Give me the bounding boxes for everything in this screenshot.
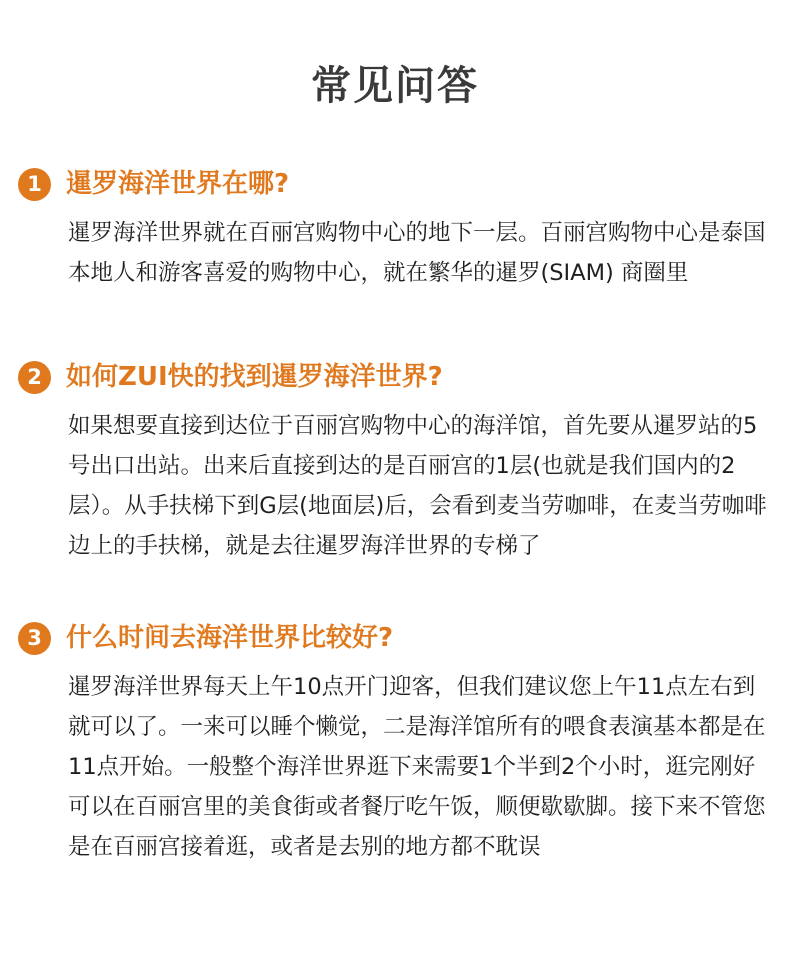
- faq-answer: 暹罗海洋世界就在百丽宫购物中心的地下一层。百丽宫购物中心是泰国本地人和游客喜爱的购物中心，就在繁华的暹罗(SIAM) 商圈里: [68, 220, 766, 286]
- number-badge-icon: 2: [18, 361, 51, 394]
- faq-item-1: [18, 164, 778, 293]
- faq-answer: 如果想要直接到达位于百丽宫购物中心的海洋馆，首先要从暹罗站的5号出口出站。出来后直接到达的是百丽宫的1层(也就是我们国内的2层）。从手扶梯下到G层(地面层)后，会看到麦当劳咖啡，在麦当劳咖啡边上的手扶梯，就是去往暹罗海洋世界的专梯了: [68, 413, 767, 559]
- faq-question: 如何ZUI快的找到暹罗海洋世界?: [66, 362, 443, 392]
- page-title: 常见问答: [311, 63, 479, 109]
- faq-item-3: [18, 618, 778, 867]
- number-badge-icon: 3: [18, 622, 51, 655]
- faq-header: [18, 357, 778, 397]
- faq-header: [18, 164, 778, 204]
- faq-item-2: [18, 357, 778, 566]
- faq-header: [18, 618, 778, 658]
- faq-question: 什么时间去海洋世界比较好?: [66, 623, 394, 653]
- faq-answer: 暹罗海洋世界每天上午10点开门迎客，但我们建议您上午11点左右到就可以了。一来可以睡个懒觉，二是海洋馆所有的喂食表演基本都是在11点开始。一般整个海洋世界逛下来需要1个半到2个小时，逛完刚好可以在百丽宫里的美食街或者餐厅吃午饭，顺便歇歇脚。接下来不管您是在百丽宫接着逛，或者是去别的地方都不耽误: [68, 674, 766, 860]
- faq-question: 暹罗海洋世界在哪?: [66, 169, 290, 199]
- number-badge-icon: 1: [18, 168, 51, 201]
